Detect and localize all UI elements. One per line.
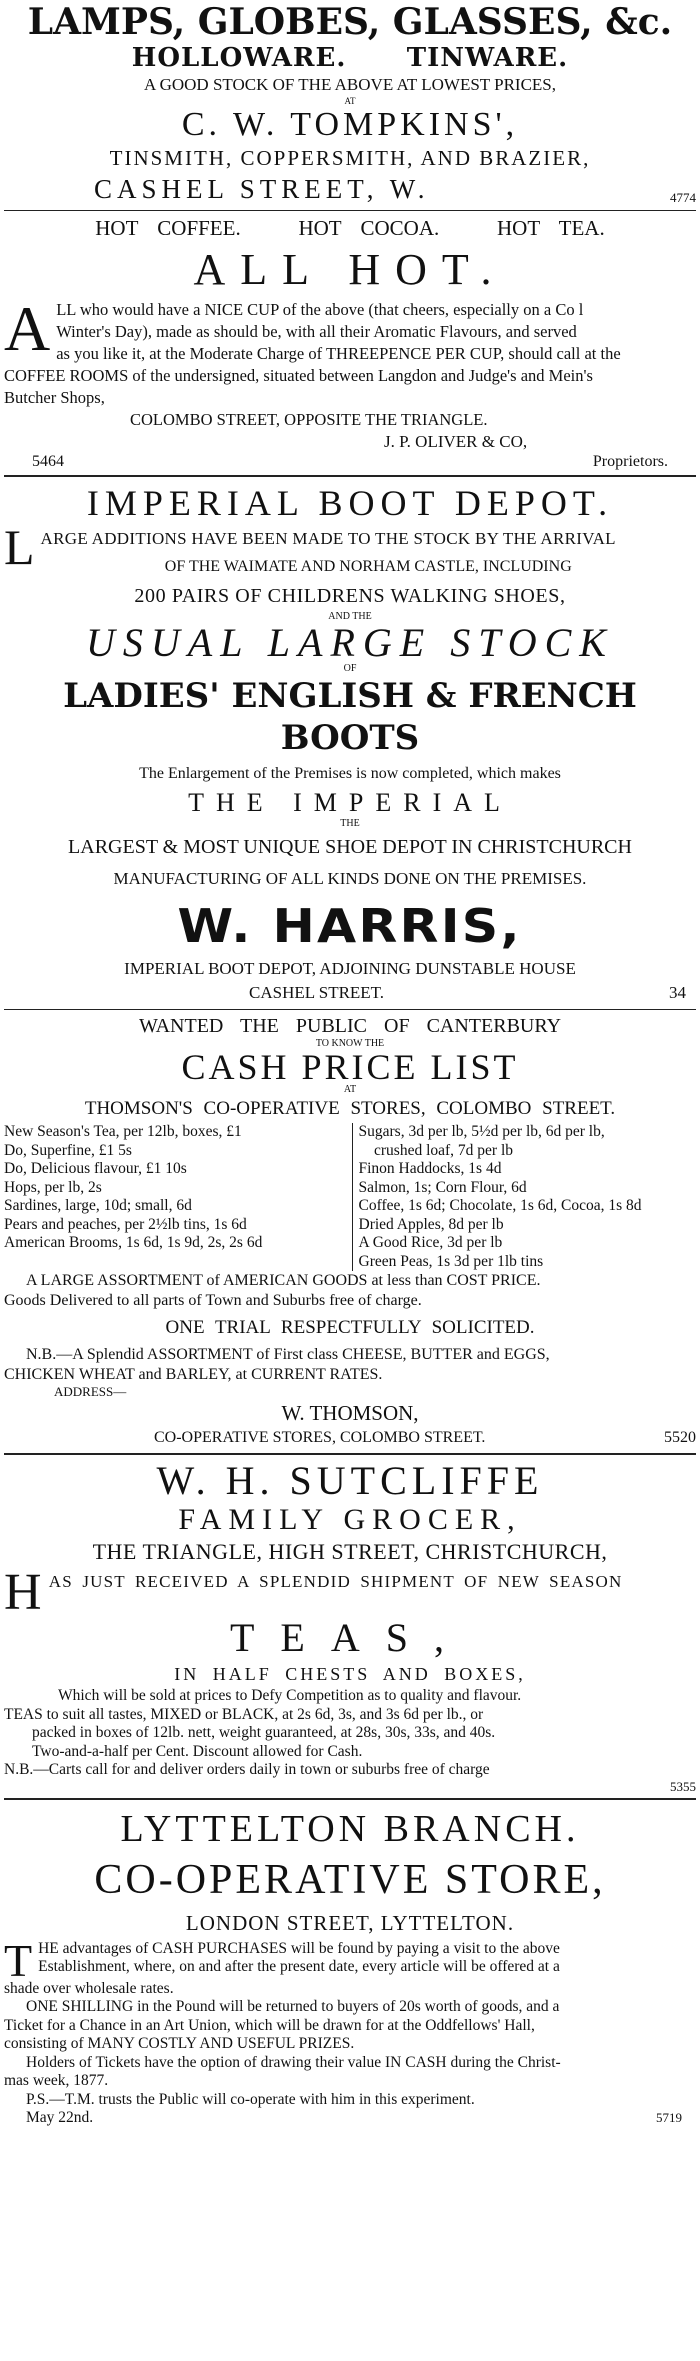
harris-logo <box>4 895 696 957</box>
lamps-title: LAMPS, GLOBES, GLASSES, &c. <box>27 1 673 43</box>
tompkins-street: CASHEL STREET, W. <box>94 174 430 204</box>
enlargement-line: The Enlargement of the Premises is now completed, which makes <box>139 765 561 782</box>
lyttelton-ref-number: 5719 <box>656 2110 682 2125</box>
price-item: crushed loaf, 7d per lb <box>358 1141 514 1159</box>
coffee-ref-number: 5464 <box>32 453 64 470</box>
harris-logo-text: W. HARRIS, <box>177 899 523 953</box>
divider <box>4 1453 696 1455</box>
sutcliffe-grocer-advertisement <box>4 1459 696 1794</box>
half-chests-line: IN HALF CHESTS AND BOXES, <box>174 1664 526 1684</box>
body-line: Winter's Day), made as should be, with all their Aromatic Flavours, and served <box>56 322 577 341</box>
divider <box>4 1009 696 1010</box>
ladies-boots-title: LADIES' ENGLISH & FRENCH BOOTS <box>63 676 637 758</box>
oliver-signature: J. P. OLIVER & CO, <box>384 432 528 451</box>
price-columns <box>4 1123 696 1271</box>
lyttelton-body <box>4 1934 696 2128</box>
coffee-address: COLOMBO STREET, OPPOSITE THE TRIANGLE. <box>130 410 488 429</box>
boot-ref-number: 34 <box>669 983 686 1002</box>
body-line: COFFEE ROOMS of the undersigned, situated between Langdon and Judge's and Mein's <box>4 366 593 385</box>
price-item: Dried Apples, 8d per lb <box>358 1215 504 1233</box>
london-street-line: LONDON STREET, LYTTELTON. <box>185 1910 515 1935</box>
divider <box>4 1798 696 1800</box>
body-line: Two-and-a-half per Cent. Discount allowed for Cash. <box>32 1742 363 1760</box>
boot-depot-intro <box>4 519 696 581</box>
dropcap-h: H <box>4 1564 43 1621</box>
sutcliffe-intro <box>4 1564 696 1621</box>
body-line: Which will be sold at prices to Defy Competition as to quality and flavour. <box>58 1687 522 1704</box>
hot-coffee-advertisement <box>4 215 696 471</box>
teas-title: TEAS, <box>230 1615 470 1660</box>
divider <box>4 475 696 477</box>
boot-depot-title: IMPERIAL BOOT DEPOT. <box>86 483 614 523</box>
lamps-subtitle: HOLLOWARE. TINWARE. <box>131 43 569 73</box>
family-grocer-title: FAMILY GROCER, <box>178 1503 522 1536</box>
thomson-cash-price-list <box>4 1014 696 1449</box>
price-item: Do, Superfine, £1 5s <box>4 1141 132 1159</box>
body-line: mas week, 1877. <box>4 2072 109 2089</box>
price-item: Salmon, 1s; Corn Flour, 6d <box>358 1178 527 1196</box>
the-imperial-line: THE IMPERIAL <box>188 788 512 817</box>
price-column-left <box>4 1123 342 1271</box>
body-line: consisting of MANY COSTLY AND USEFUL PRIZES. <box>4 2035 355 2052</box>
to-know-the-label: TO KNOW THE <box>315 1038 385 1049</box>
largest-depot-line: LARGEST & MOST UNIQUE SHOE DEPOT IN CHRISTCHURCH <box>68 836 632 858</box>
body-line: LL who would have a NICE CUP of the above (that cheers, especially on a Co l <box>56 300 584 319</box>
lamps-advertisement <box>4 2 696 206</box>
coffee-body <box>4 293 696 409</box>
american-goods-line: A LARGE ASSORTMENT of AMERICAN GOODS at less than COST PRICE. <box>26 1272 541 1289</box>
the-label: THE <box>340 818 360 829</box>
and-the-label: AND THE <box>328 611 372 622</box>
body-line: packed in boxes of 12lb. nett, weight guaranteed, at 28s, 30s, 33s, and 40s. <box>32 1724 496 1741</box>
price-column-right <box>352 1123 697 1271</box>
price-item: New Season's Tea, per 12lb, boxes, £1 <box>4 1123 242 1140</box>
sutcliffe-ref-number: 5355 <box>670 1778 696 1794</box>
thomson-stores-address: CO-OPERATIVE STORES, COLOMBO STREET. <box>154 1429 486 1446</box>
harris-street: CASHEL STREET. <box>249 983 385 1002</box>
price-item: American Brooms, 1s 6d, 1s 9d, 2s, 2s 6d <box>4 1234 263 1251</box>
manufacturing-line: MANUFACTURING OF ALL KINDS DONE ON THE PREMISES. <box>113 869 587 888</box>
tompkins-name: C. W. TOMPKINS', <box>181 106 519 143</box>
body-line: P.S.—T.M. trusts the Public will co-operate with him in this experiment. <box>26 2090 475 2108</box>
body-line: Holders of Tickets have the option of drawing their value IN CASH during the Christ- <box>26 2053 561 2071</box>
lyttelton-date: May 22nd. <box>26 2109 94 2126</box>
price-item: Coffee, 1s 6d; Chocolate, 1s 6d, Cocoa, 1s 8d <box>358 1197 642 1214</box>
divider <box>4 210 696 211</box>
body-line: HE advantages of CASH PURCHASES will be found by paying a visit to the above <box>38 1939 560 1957</box>
childrens-shoes-line: 200 PAIRS OF CHILDRENS WALKING SHOES, <box>134 585 566 607</box>
thomson-stores-line: THOMSON'S CO-OPERATIVE STORES, COLOMBO STREET. <box>84 1098 616 1119</box>
one-trial-line: ONE TRIAL RESPECTFULLY SOLICITED. <box>165 1317 535 1338</box>
lamps-stock-line: A GOOD STOCK OF THE ABOVE AT LOWEST PRICES, <box>144 75 556 94</box>
harris-depot-address: IMPERIAL BOOT DEPOT, ADJOINING DUNSTABLE HOUSE <box>124 959 576 978</box>
body-line: TEAS to suit all tastes, MIXED or BLACK, at 2s 6d, 3s, and 3s 6d per lb., or <box>4 1705 484 1723</box>
all-hot-title: ALL HOT. <box>193 245 507 294</box>
price-item: Do, Delicious flavour, £1 10s <box>4 1160 187 1177</box>
lyttelton-branch-title: LYTTELTON BRANCH. <box>120 1807 580 1850</box>
intro-line: AS JUST RECEIVED A SPLENDID SHIPMENT OF NEW SEASON <box>48 1572 623 1591</box>
delivered-line: Goods Delivered to all parts of Town and Suburbs free of charge. <box>4 1292 422 1309</box>
proprietors-label: Proprietors. <box>592 453 668 470</box>
cooperative-store-title: CO-OPERATIVE STORE, <box>94 1856 606 1903</box>
price-item: Pears and peaches, per 2½lb tins, 1s 6d <box>4 1215 247 1233</box>
newspaper-advertisements-page <box>0 2 700 2361</box>
sutcliffe-body <box>4 1687 696 1794</box>
price-item: A Good Rice, 3d per lb <box>358 1234 503 1251</box>
tompkins-trade: TINSMITH, COPPERSMITH, AND BRAZIER, <box>109 146 591 170</box>
dropcap-l: L <box>4 519 35 575</box>
nb-line-1: N.B.—A Splendid ASSORTMENT of First class CHEESE, BUTTER and EGGS, <box>26 1346 550 1363</box>
nb-line-2: CHICKEN WHEAT and BARLEY, at CURRENT RATES. <box>4 1366 383 1383</box>
lamps-at: AT <box>344 96 356 106</box>
address-label: ADDRESS— <box>54 1384 127 1399</box>
price-item: Green Peas, 1s 3d per 1lb tins <box>358 1252 544 1270</box>
dropcap-t: T <box>4 1934 33 1986</box>
wanted-public-line: WANTED THE PUBLIC OF CANTERBURY <box>138 1015 562 1037</box>
sutcliffe-title: W. H. SUTCLIFFE <box>156 1458 544 1503</box>
price-item: Sugars, 3d per lb, 5½d per lb, 6d per lb, <box>358 1123 605 1140</box>
body-line: ONE SHILLING in the Pound will be returned to buyers of 20s worth of goods, and a <box>26 1998 560 2015</box>
body-line: shade over wholesale rates. <box>4 1979 174 1997</box>
price-item: Finon Haddocks, 1s 4d <box>358 1160 502 1177</box>
price-item: Hops, per lb, 2s <box>4 1178 102 1196</box>
cash-price-list-title: CASH PRICE LIST <box>181 1047 519 1087</box>
body-line: Ticket for a Chance in an Art Union, which will be drawn for at the Oddfellows' Hall, <box>4 2016 535 2034</box>
body-line: as you like it, at the Moderate Charge of THREEPENCE PER CUP, should call at the <box>56 344 621 363</box>
imperial-boot-depot-advertisement <box>4 481 696 1005</box>
lamps-ref-number: 4774 <box>670 190 696 205</box>
dropcap-a: A <box>4 293 51 364</box>
of-label: OF <box>343 663 357 674</box>
body-line: Butcher Shops, <box>4 388 105 407</box>
intro-line: OF THE WAIMATE AND NORHAM CASTLE, INCLUDING <box>164 558 572 575</box>
body-line: N.B.—Carts call for and deliver orders daily in town or suburbs free of charge <box>4 1761 490 1778</box>
thomson-name: W. THOMSON, <box>281 1401 419 1425</box>
usual-large-stock: USUAL LARGE STOCK <box>86 620 614 665</box>
thomson-ref-number: 5520 <box>664 1429 696 1446</box>
triangle-address: THE TRIANGLE, HIGH STREET, CHRISTCHURCH, <box>92 1539 608 1564</box>
body-line: Establishment, where, on and after the present date, every article will be offered at a <box>38 1958 560 1975</box>
intro-line: ARGE ADDITIONS HAVE BEEN MADE TO THE STOCK BY THE ARRIVAL <box>40 529 616 548</box>
lyttelton-cooperative-advertisement <box>4 1804 696 2128</box>
hot-drinks-line: HOT COFFEE. HOT COCOA. HOT TEA. <box>95 216 605 240</box>
at-label: AT <box>343 1084 357 1095</box>
price-item: Sardines, large, 10d; small, 6d <box>4 1197 192 1214</box>
